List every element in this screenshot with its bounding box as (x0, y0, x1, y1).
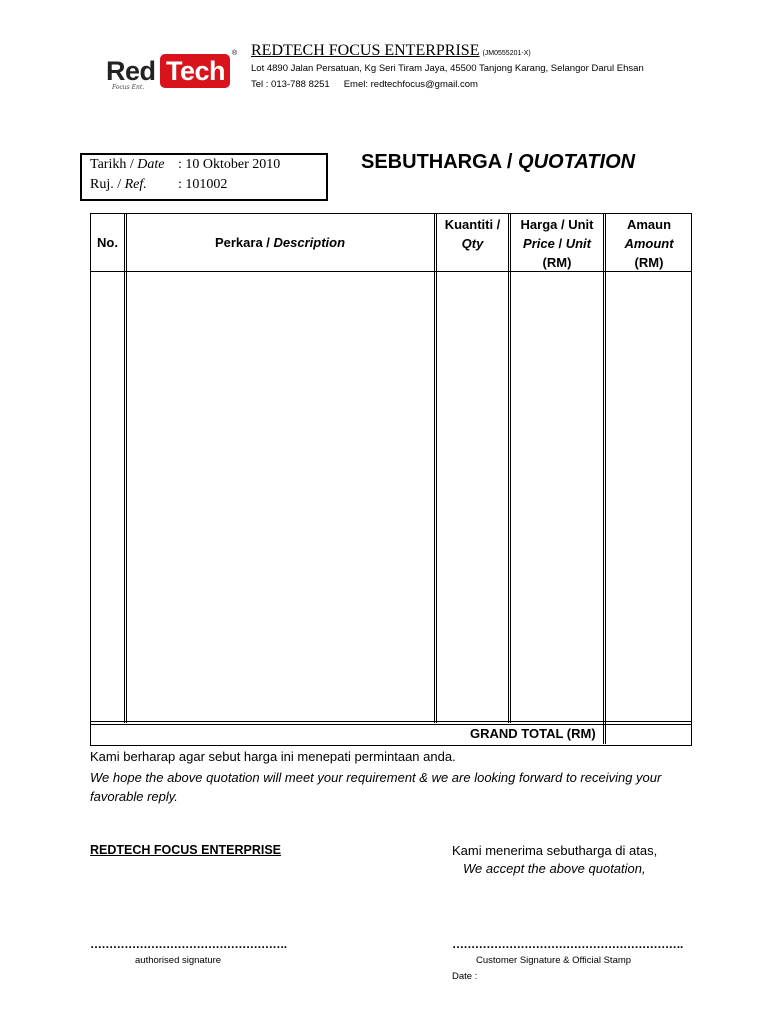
logo-tagline: Focus Ent. (112, 84, 145, 91)
header-price-unit-en: Unit (565, 236, 591, 251)
signature-line-left: ……………………………………………. (90, 937, 287, 951)
customer-date-label: Date : (452, 971, 478, 982)
body-bottom-line (90, 721, 692, 722)
quotation-table (90, 213, 692, 746)
date-label-ms: Tarikh / (90, 157, 138, 172)
closing-message-en: We hope the above quotation will meet your requirement & we are looking forward to receiving your favorable reply. (90, 770, 662, 804)
date-value: : 10 Oktober 2010 (178, 157, 281, 172)
signature-company-name: REDTECH FOCUS ENTERPRISE (90, 843, 281, 857)
company-reg-no: (JM0555201-X) (482, 50, 531, 57)
col-divider-price (603, 213, 604, 744)
logo-word-tech: Tech (166, 56, 226, 86)
company-email: Emel: redtechfocus@gmail.com (343, 79, 478, 90)
company-contact (251, 79, 478, 90)
authorised-signature-label: authorised signature (135, 955, 222, 966)
header-description-en: Description (273, 235, 346, 250)
closing-message-ms: Kami berharap agar sebut harga ini menepati permintaan anda. (90, 749, 456, 764)
header-description (126, 233, 434, 252)
header-price-line1: Harga / Unit (520, 217, 594, 232)
company-address: Lot 4890 Jalan Persatuan, Kg Seri Tiram Jaya, 45500 Tanjong Karang, Selangor Darul Ehsan (251, 63, 644, 74)
customer-signature-label: Customer Signature & Official Stamp (476, 955, 632, 966)
header-amount-rm: (RM) (634, 255, 664, 270)
document-title (361, 151, 635, 174)
col-divider-qty (508, 213, 509, 723)
header-price-line2 (510, 234, 604, 253)
company-tel: Tel : 013-788 8251 (251, 79, 330, 90)
header-price-line3: (RM) (542, 255, 572, 270)
signature-line-right: ……………………………………………………. (452, 937, 683, 951)
header-amount (606, 215, 692, 272)
table-border (90, 213, 692, 746)
ref-value: : 101002 (178, 177, 228, 192)
header-price-sep: / (554, 236, 566, 251)
date-row (90, 157, 281, 173)
company-name-text: REDTECH FOCUS ENTERPRISE (251, 42, 480, 59)
date-label-en: Date (137, 157, 165, 172)
header-amount-en: Amount (624, 236, 674, 251)
header-qty (436, 215, 509, 253)
grand-total-top-line (90, 724, 692, 725)
col-divider-desc (434, 213, 435, 723)
header-amount-ms: Amaun (626, 217, 672, 232)
accept-text-en: We accept the above quotation, (463, 861, 646, 876)
header-price (510, 215, 604, 272)
company-logo (106, 50, 238, 91)
title-en: QUOTATION (518, 151, 636, 173)
ref-label-en: Ref. (124, 177, 147, 192)
title-ms: SEBUTHARGA / (361, 151, 519, 173)
accept-text-ms: Kami menerima sebutharga di atas, (452, 843, 658, 858)
header-description-ms: Perkara / (214, 235, 274, 250)
header-price-en: Price (523, 236, 555, 251)
col-divider-no (124, 213, 125, 723)
header-qty-ms: Kuantiti / (444, 217, 501, 232)
col-divider-no-inner (126, 213, 127, 723)
header-qty-en: Qty (461, 236, 484, 251)
ref-label-ms: Ruj. / (90, 177, 125, 192)
col-divider-price-inner (605, 213, 606, 744)
ref-row (90, 177, 228, 193)
header-no: No. (97, 235, 118, 250)
company-name (251, 42, 531, 60)
date-ref-box (80, 153, 328, 201)
col-divider-desc-inner (436, 213, 437, 723)
logo-registered-mark: ® (232, 50, 238, 57)
logo-word-red: Red (106, 56, 156, 86)
col-divider-qty-inner (510, 213, 511, 723)
logo-red-box (160, 54, 230, 88)
grand-total-label: GRAND TOTAL (RM) (470, 726, 596, 741)
